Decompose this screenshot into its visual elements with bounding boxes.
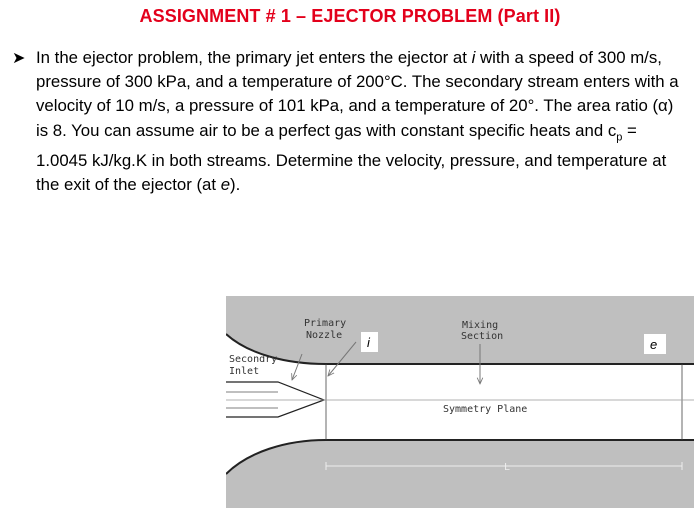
upper-wall (226, 296, 694, 364)
station-e-label: e (220, 175, 231, 195)
primary-nozzle (226, 382, 324, 417)
arrow-bullet-icon: ➤ (12, 50, 26, 67)
ejector-diagram (226, 296, 694, 508)
station-i-label: i (471, 48, 476, 67)
station-i-text: i (367, 335, 370, 350)
symmetry-plane-label: Symmetry Plane (443, 404, 528, 415)
problem-text-part-1: In the ejector problem, the primary jet enters the ejector at (36, 48, 472, 67)
assignment-title: ASSIGNMENT # 1 – EJECTOR PROBLEM (Part II) (139, 6, 561, 26)
problem-text-part-2: with a speed of 300 m/s, pressure of 300 kPa, and a temperature of 200°C. The secondary stream enters with a velocity of 10 m/s, a pressure of 101 kPa, and a temperature of 20°. The area ratio ( (36, 48, 679, 116)
mixing-label-1: Mixing (462, 320, 499, 331)
primary-nozzle-label-2: Nozzle (306, 330, 343, 341)
mixing-label-2: Section (461, 331, 504, 342)
secondary-inlet-label-1: Secondry (229, 354, 278, 365)
alpha-symbol: α (658, 96, 668, 116)
station-e-text: e (650, 337, 658, 352)
cp-subscript: p (616, 130, 623, 143)
problem-text-part-3: ) is 8. You can assume air to be a perfect gas with constant specific heats and c (36, 96, 674, 140)
problem-text-part-5: ). (230, 175, 241, 195)
length-label: L (504, 462, 511, 473)
problem-statement (12, 46, 692, 198)
primary-nozzle-label-1: Primary (304, 318, 347, 329)
problem-text-part-4: = 1.0045 kJ/kg.K in both streams. Determine the velocity, pressure, and temperature at the exit of the ejector (at (36, 120, 667, 195)
problem-text (36, 46, 688, 198)
lower-wall (226, 440, 694, 508)
secondary-inlet-label-2: Inlet (229, 366, 260, 377)
